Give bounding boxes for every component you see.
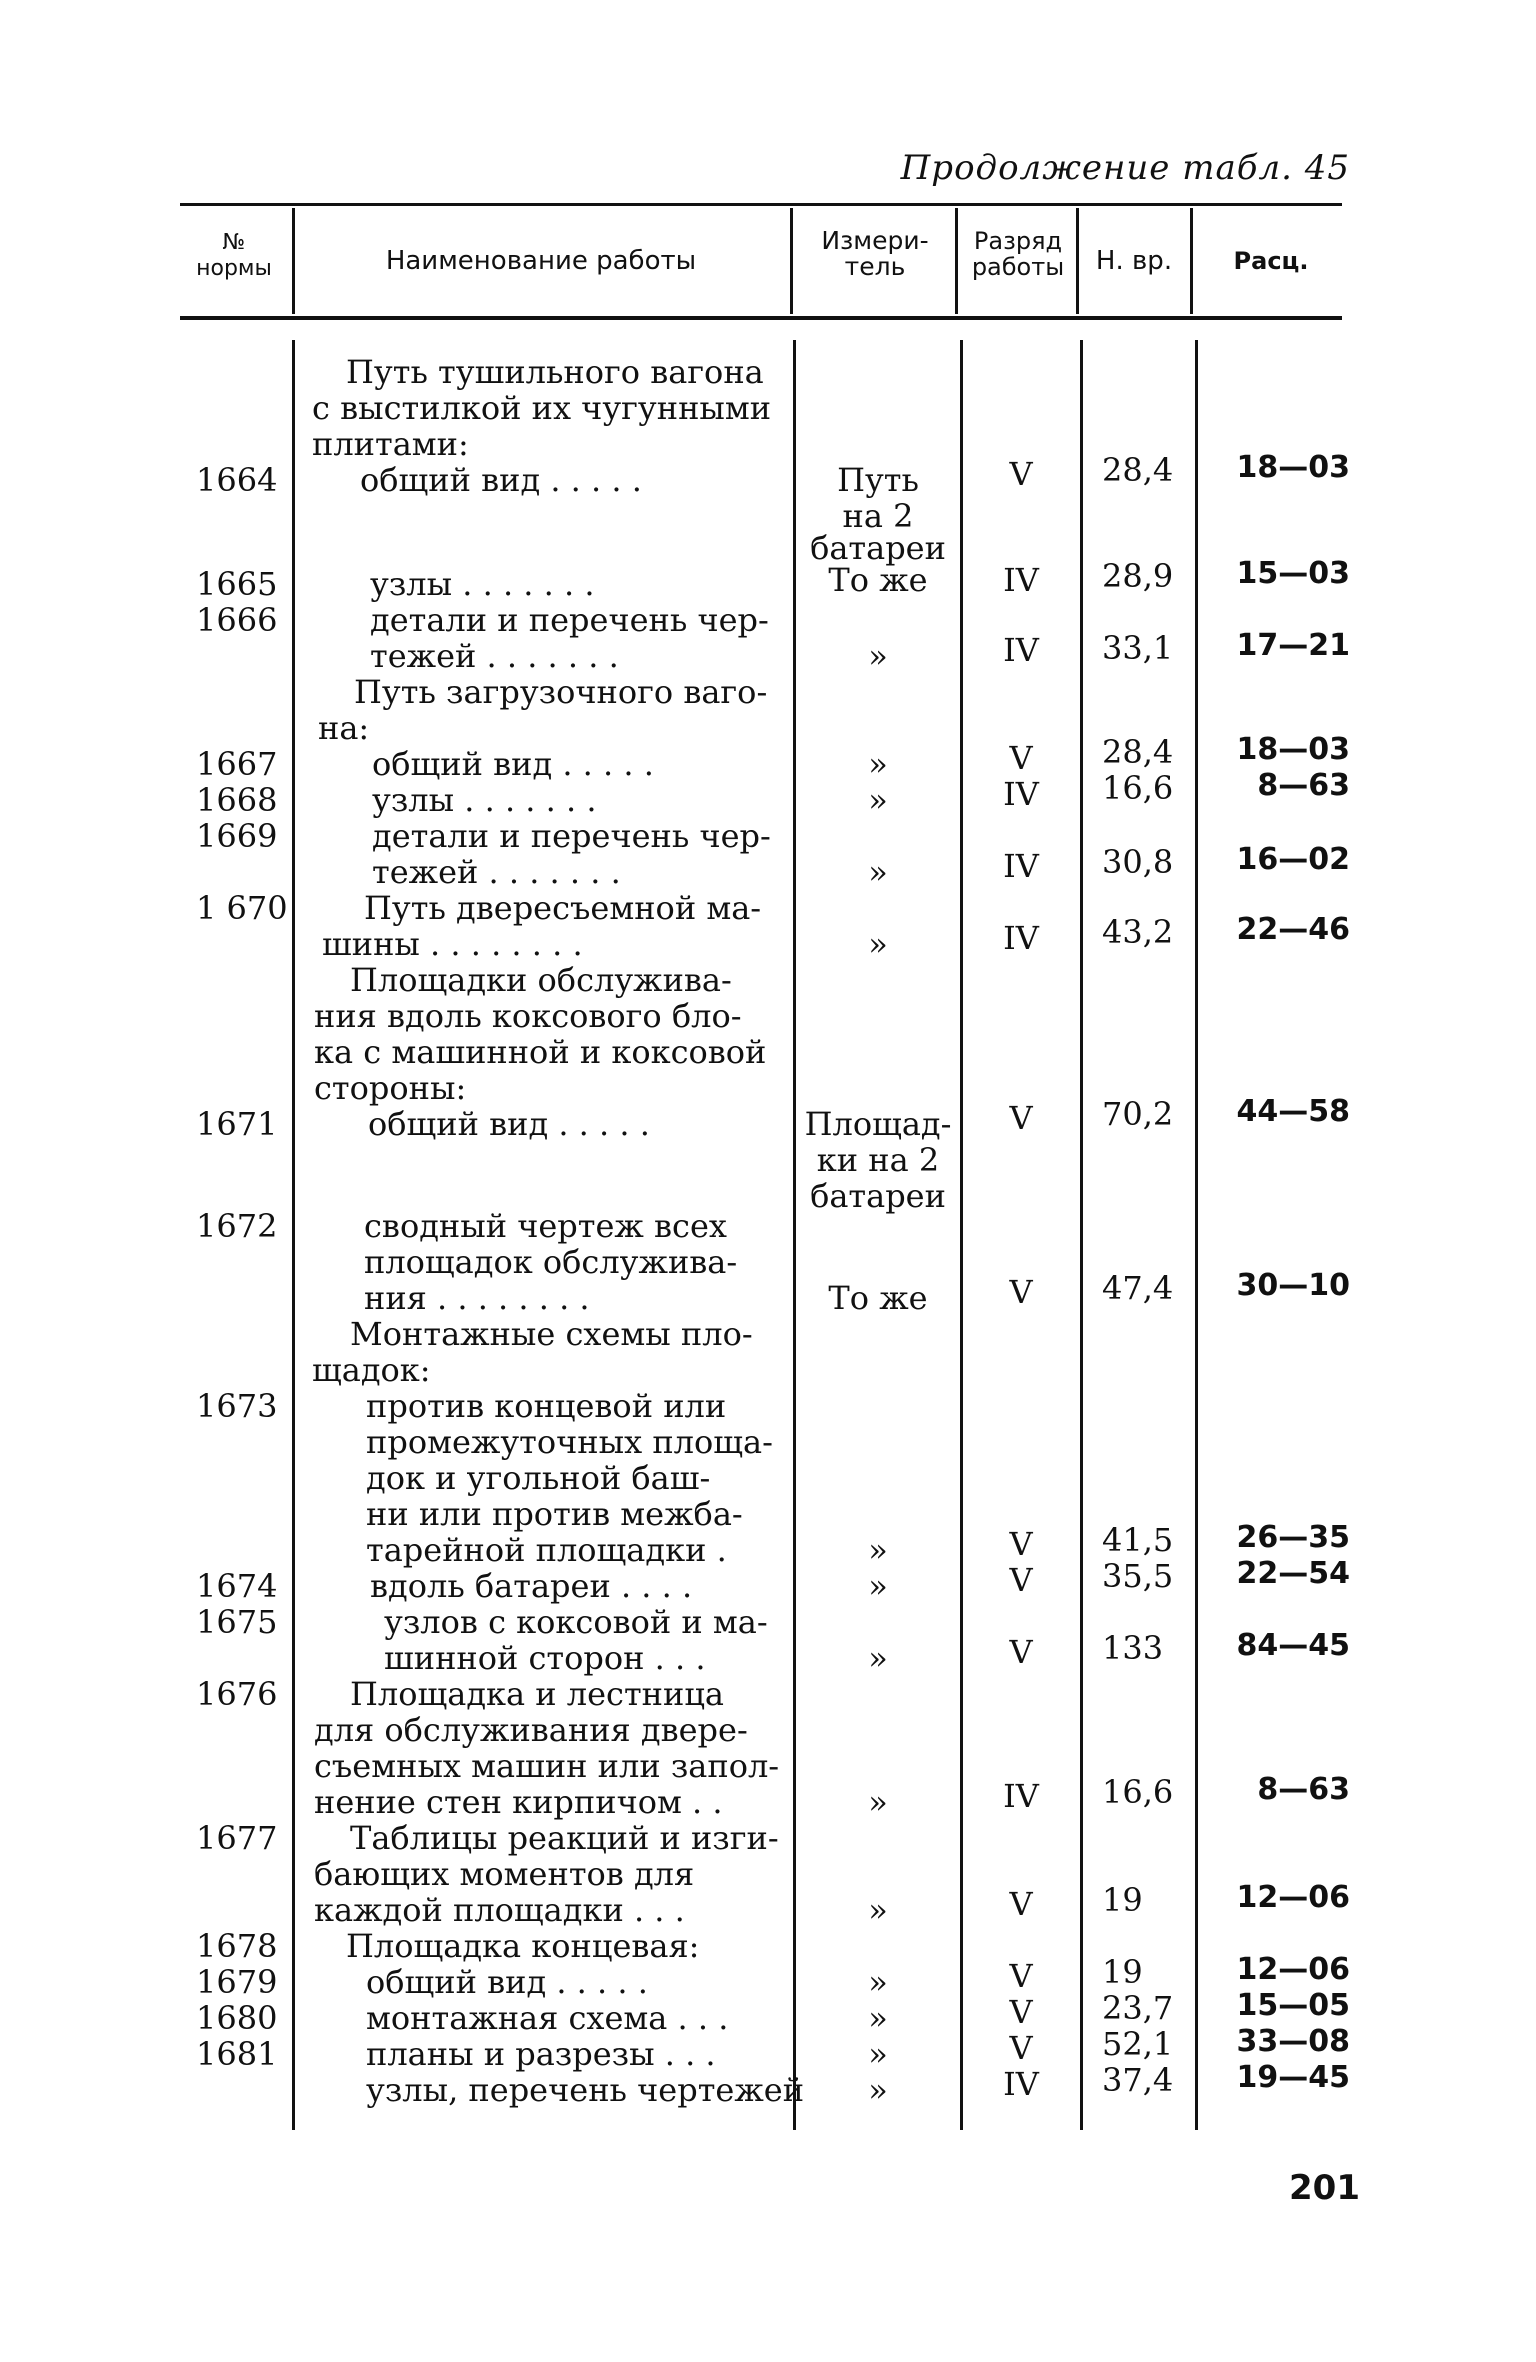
work-description-line: Площадка и лестница <box>350 1675 724 1713</box>
grade-cell: V <box>1009 1885 1033 1923</box>
column-divider <box>955 208 958 314</box>
grade-cell: V <box>1009 1525 1033 1563</box>
work-description-line: промежуточных площа- <box>366 1423 773 1461</box>
norm-number: 1 670 <box>196 889 288 927</box>
unit-cell: » <box>868 1639 888 1677</box>
work-description-line: Площадка концевая: <box>346 1927 700 1965</box>
unit-cell: То же <box>828 1279 928 1317</box>
rate-cell: 15—05 <box>1236 1988 1350 2023</box>
time-cell: 35,5 <box>1102 1557 1174 1595</box>
column-divider <box>1195 340 1198 2130</box>
unit-cell: » <box>868 1963 888 2001</box>
work-description-line: Таблицы реакций и изги- <box>350 1819 779 1857</box>
time-cell: 28,4 <box>1102 733 1174 771</box>
grade-cell: V <box>1009 1993 1033 2031</box>
work-description-line: ния . . . . . . . . <box>364 1279 590 1317</box>
time-cell: 41,5 <box>1102 1521 1174 1559</box>
rate-cell: 8—63 <box>1257 768 1350 803</box>
work-description-line: общий вид . . . . . <box>368 1105 650 1143</box>
grade-cell: IV <box>1003 2065 1039 2103</box>
work-description-line: ния вдоль коксового бло- <box>314 997 742 1035</box>
rate-cell: 19—45 <box>1236 2060 1350 2095</box>
norm-number: 1674 <box>196 1567 278 1605</box>
work-description-line: бающих моментов для <box>314 1855 695 1893</box>
column-divider <box>1080 340 1083 2130</box>
grade-cell: IV <box>1003 561 1039 599</box>
work-description-line: тежей . . . . . . . <box>372 853 621 891</box>
work-description-line: общий вид . . . . . <box>366 1963 648 2001</box>
unit-cell: » <box>868 745 888 783</box>
grade-cell: V <box>1009 2029 1033 2067</box>
rate-cell: 16—02 <box>1236 842 1350 877</box>
work-description-line: общий вид . . . . . <box>372 745 654 783</box>
grade-cell: V <box>1009 1561 1033 1599</box>
column-divider <box>793 340 796 2130</box>
time-cell: 47,4 <box>1102 1269 1174 1307</box>
work-description-line: ка с машинной и коксовой <box>314 1033 767 1071</box>
rate-cell: 12—06 <box>1236 1880 1350 1915</box>
rate-cell: 8—63 <box>1257 1772 1350 1807</box>
header-norm-number: № нормы <box>196 230 272 281</box>
header-work-name: Наименование работы <box>385 246 697 276</box>
rate-cell: 22—46 <box>1236 912 1350 947</box>
time-cell: 37,4 <box>1102 2061 1174 2099</box>
page-number: 201 <box>1289 2168 1360 2208</box>
work-description-line: узлы . . . . . . . <box>372 781 597 819</box>
norm-number: 1671 <box>196 1105 278 1143</box>
work-description-line: Путь загрузочного ваго- <box>354 673 768 711</box>
work-description-line: вдоль батареи . . . . <box>370 1567 693 1605</box>
norm-number: 1664 <box>196 461 278 499</box>
unit-cell: » <box>868 1531 888 1569</box>
column-divider <box>960 340 963 2130</box>
unit-cell: на 2 <box>842 497 914 535</box>
work-description-line: на: <box>318 709 370 747</box>
time-cell: 28,4 <box>1102 451 1174 489</box>
rate-cell: 15—03 <box>1236 556 1350 591</box>
norm-number: 1681 <box>196 2035 278 2073</box>
time-cell: 16,6 <box>1102 1773 1174 1811</box>
rate-cell: 18—03 <box>1236 450 1350 485</box>
grade-cell: V <box>1009 739 1033 777</box>
norm-number: 1678 <box>196 1927 278 1965</box>
column-divider <box>292 208 295 314</box>
table-header-rule <box>180 316 1342 320</box>
grade-cell: V <box>1009 455 1033 493</box>
work-description-line: тарейной площадки . <box>366 1531 727 1569</box>
time-cell: 28,9 <box>1102 557 1174 595</box>
work-description-line: площадок обслужива- <box>364 1243 738 1281</box>
rate-cell: 44—58 <box>1236 1094 1350 1129</box>
time-cell: 70,2 <box>1102 1095 1174 1133</box>
norm-number: 1667 <box>196 745 278 783</box>
grade-cell: IV <box>1003 775 1039 813</box>
norm-number: 1673 <box>196 1387 278 1425</box>
norm-number: 1668 <box>196 781 278 819</box>
work-description-line: узлов с коксовой и ма- <box>384 1603 768 1641</box>
work-description-line: узлы . . . . . . . <box>370 565 595 603</box>
work-description-line: док и угольной баш- <box>366 1459 711 1497</box>
work-description-line: Путь тушильного вагона <box>346 353 764 391</box>
norm-number: 1672 <box>196 1207 278 1245</box>
column-divider <box>1076 208 1079 314</box>
column-divider <box>292 340 295 2130</box>
header-time: Н. вр. <box>1095 246 1173 276</box>
unit-cell: Путь <box>837 461 919 499</box>
norm-number: 1669 <box>196 817 278 855</box>
grade-cell: IV <box>1003 847 1039 885</box>
work-description-line: с выстилкой их чугунными <box>312 389 772 427</box>
grade-cell: V <box>1009 1957 1033 1995</box>
unit-cell: » <box>868 2071 888 2109</box>
work-description-line: монтажная схема . . . <box>366 1999 729 2037</box>
unit-cell: То же <box>828 561 928 599</box>
rate-cell: 84—45 <box>1236 1628 1350 1663</box>
rate-cell: 33—08 <box>1236 2024 1350 2059</box>
rate-cell: 18—03 <box>1236 732 1350 767</box>
work-description-line: тежей . . . . . . . <box>370 637 619 675</box>
unit-cell: батареи <box>810 1177 946 1215</box>
grade-cell: V <box>1009 1633 1033 1671</box>
header-grade: Разряд работы <box>971 227 1065 281</box>
time-cell: 30,8 <box>1102 843 1174 881</box>
work-description-line: шины . . . . . . . . <box>322 925 583 963</box>
grade-cell: IV <box>1003 631 1039 669</box>
grade-cell: V <box>1009 1099 1033 1137</box>
work-description-line: для обслуживания двере- <box>314 1711 748 1749</box>
work-description-line: шинной сторон . . . <box>384 1639 706 1677</box>
work-description-line: щадок: <box>312 1351 431 1389</box>
table-caption: Продолжение табл. 45 <box>900 148 1350 188</box>
work-description-line: Путь двересъемной ма- <box>364 889 762 927</box>
rate-cell: 17—21 <box>1236 628 1350 663</box>
unit-cell: » <box>868 2035 888 2073</box>
time-cell: 23,7 <box>1102 1989 1174 2027</box>
unit-cell: ки на 2 <box>816 1141 940 1179</box>
norm-number: 1675 <box>196 1603 278 1641</box>
time-cell: 133 <box>1102 1629 1164 1667</box>
grade-cell: IV <box>1003 919 1039 957</box>
header-rate: Расц. <box>1233 247 1309 275</box>
header-unit: Измери-тель <box>821 226 929 281</box>
work-description-line: детали и перечень чер- <box>372 817 771 855</box>
work-description-line: Площадки обслужива- <box>350 961 732 999</box>
time-cell: 43,2 <box>1102 913 1174 951</box>
norm-number: 1679 <box>196 1963 278 2001</box>
unit-cell: батареи <box>810 529 946 567</box>
norm-number: 1676 <box>196 1675 278 1713</box>
work-description-line: плитами: <box>312 425 469 463</box>
rate-cell: 12—06 <box>1236 1952 1350 1987</box>
time-cell: 19 <box>1102 1953 1143 1991</box>
table-top-rule <box>180 203 1342 206</box>
work-description-line: съемных машин или запол- <box>314 1747 780 1785</box>
time-cell: 52,1 <box>1102 2025 1174 2063</box>
unit-cell: » <box>868 781 888 819</box>
work-description-line: общий вид . . . . . <box>360 461 642 499</box>
work-description-line: ни или против межба- <box>366 1495 743 1533</box>
work-description-line: нение стен кирпичом . . <box>314 1783 723 1821</box>
unit-cell: » <box>868 1567 888 1605</box>
work-description-line: против концевой или <box>366 1387 727 1425</box>
unit-cell: » <box>868 853 888 891</box>
column-divider <box>790 208 793 314</box>
norm-number: 1680 <box>196 1999 278 2037</box>
work-description-line: стороны: <box>314 1069 467 1107</box>
work-description-line: узлы, перечень чертежей <box>366 2071 805 2109</box>
unit-cell: » <box>868 925 888 963</box>
work-description-line: каждой площадки . . . <box>314 1891 685 1929</box>
rate-cell: 22—54 <box>1236 1556 1350 1591</box>
unit-cell: Площад- <box>804 1105 952 1143</box>
norm-number: 1666 <box>196 601 278 639</box>
unit-cell: » <box>868 1999 888 2037</box>
time-cell: 19 <box>1102 1881 1143 1919</box>
grade-cell: IV <box>1003 1777 1039 1815</box>
unit-cell: » <box>868 1891 888 1929</box>
grade-cell: V <box>1009 1273 1033 1311</box>
time-cell: 16,6 <box>1102 769 1174 807</box>
work-description-line: планы и разрезы . . . <box>366 2035 716 2073</box>
column-divider <box>1190 208 1193 314</box>
norm-number: 1677 <box>196 1819 278 1857</box>
work-description-line: детали и перечень чер- <box>370 601 769 639</box>
unit-cell: » <box>868 1783 888 1821</box>
time-cell: 33,1 <box>1102 629 1174 667</box>
rate-cell: 26—35 <box>1236 1520 1350 1555</box>
work-description-line: сводный чертеж всех <box>364 1207 727 1245</box>
unit-cell: » <box>868 637 888 675</box>
rate-cell: 30—10 <box>1236 1268 1350 1303</box>
work-description-line: Монтажные схемы пло- <box>350 1315 753 1353</box>
norm-number: 1665 <box>196 565 278 603</box>
